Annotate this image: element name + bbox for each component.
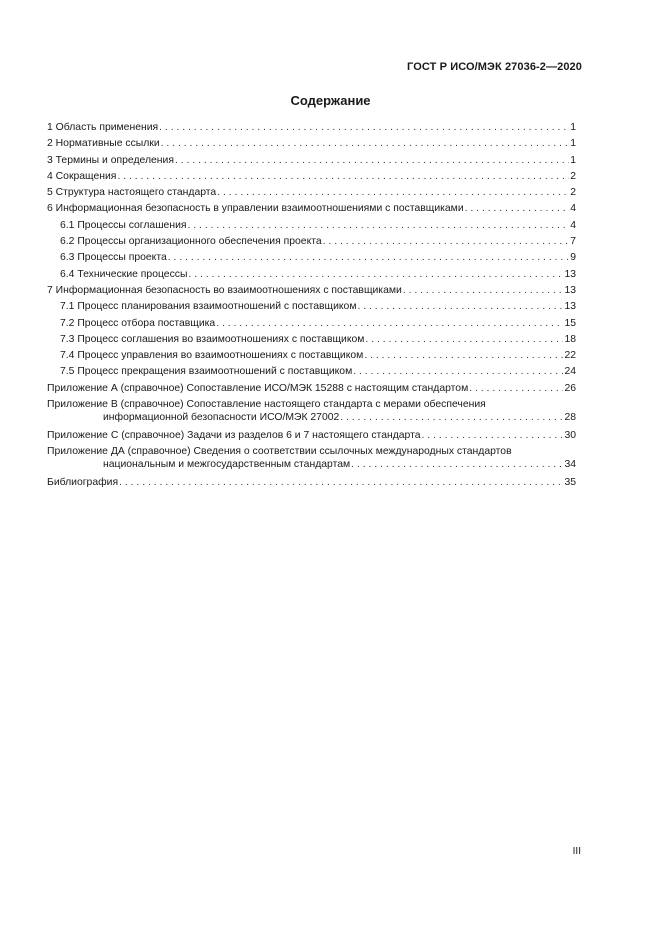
toc-leader-dots xyxy=(175,154,569,167)
toc-leader-dots xyxy=(119,476,563,489)
toc-entry-page: 2 xyxy=(570,170,576,182)
toc-entry-page: 22 xyxy=(564,350,576,362)
toc-entry[interactable] xyxy=(47,365,576,381)
toc-entry[interactable] xyxy=(47,235,576,251)
toc-entry-label: 7.4 Процесс управления во взаимоотношениях с поставщиком xyxy=(60,350,364,362)
toc-entry[interactable] xyxy=(47,445,576,476)
toc-entry-page: 1 xyxy=(570,138,576,150)
toc-entry-label: 3 Термины и определения xyxy=(47,154,174,166)
toc-entry-page: 13 xyxy=(564,268,576,280)
toc-entry-label: 7.5 Процесс прекращения взаимоотношений с поставщиком xyxy=(60,366,353,378)
toc-entry[interactable] xyxy=(47,268,576,284)
toc-entry-page: 1 xyxy=(570,122,576,133)
toc-entry-page: 4 xyxy=(570,219,576,231)
toc-leader-dots xyxy=(422,429,564,442)
toc-leader-dots xyxy=(403,284,564,297)
page-number: III xyxy=(572,846,581,857)
toc-leader-dots xyxy=(465,202,570,215)
toc-leader-dots xyxy=(323,235,570,248)
toc-entry-label: Приложение ДА (справочное) Сведения о соответствии ссылочных международных стандартов xyxy=(47,446,512,458)
toc-entry[interactable] xyxy=(47,284,576,300)
toc-entry[interactable] xyxy=(47,398,576,429)
toc-entry-label: 6.3 Процессы проекта xyxy=(60,252,167,264)
toc-entry-page: 9 xyxy=(570,252,576,264)
toc-entry-page: 30 xyxy=(564,430,576,442)
toc-leader-dots xyxy=(159,121,569,134)
document-id: ГОСТ Р ИСО/МЭК 27036-2—2020 xyxy=(407,61,582,73)
toc-entry[interactable] xyxy=(47,317,576,333)
toc-leader-dots xyxy=(188,268,563,281)
toc-entry-label: 1 Область применения xyxy=(47,122,159,133)
toc-leader-dots xyxy=(353,365,563,378)
toc-entry-page: 13 xyxy=(564,301,576,313)
toc-leader-dots xyxy=(217,186,569,199)
toc-entry-label-continued xyxy=(47,458,576,471)
toc-leader-dots xyxy=(168,251,569,264)
toc-entry-label: 7.1 Процесс планирования взаимоотношений с поставщиком xyxy=(60,301,357,313)
toc-entry-label: 6.1 Процессы соглашения xyxy=(60,219,187,231)
toc-entry-page: 26 xyxy=(564,382,576,394)
toc-entry-label: 7 Информационная безопасность во взаимоотношениях с поставщиками xyxy=(47,284,402,296)
toc-entry[interactable] xyxy=(47,251,576,267)
toc-entry-label: Приложение А (справочное) Сопоставление ИСО/МЭК 15288 с настоящим стандартом xyxy=(47,382,469,394)
toc-entry[interactable] xyxy=(47,186,576,202)
toc-entry[interactable] xyxy=(47,429,576,445)
toc-entry[interactable] xyxy=(47,137,576,153)
toc-entry-label: Приложение С (справочное) Задачи из разделов 6 и 7 настоящего стандарта xyxy=(47,430,421,442)
toc-entry[interactable] xyxy=(47,219,576,235)
toc-entry-page: 35 xyxy=(564,477,576,489)
toc-entry-page: 28 xyxy=(564,412,576,424)
toc-entry-label: 5 Структура настоящего стандарта xyxy=(47,187,217,199)
toc-entry-page: 7 xyxy=(570,236,576,248)
toc-entry-label: 2 Нормативные ссылки xyxy=(47,138,160,150)
toc-entry[interactable] xyxy=(47,121,576,137)
toc-entry[interactable] xyxy=(47,154,576,170)
toc-leader-dots xyxy=(117,170,569,183)
toc-leader-dots xyxy=(364,349,563,362)
toc-entry-page: 2 xyxy=(570,187,576,199)
toc-entry-label-continued xyxy=(47,411,576,424)
toc-entry[interactable] xyxy=(47,202,576,218)
toc-entry-label: 4 Сокращения xyxy=(47,170,117,182)
toc-entry-page: 15 xyxy=(564,317,576,329)
toc-entry-page: 18 xyxy=(564,333,576,345)
toc-entry[interactable] xyxy=(47,349,576,365)
toc-entry[interactable] xyxy=(47,476,576,492)
table-of-contents xyxy=(47,121,576,493)
toc-leader-dots xyxy=(351,458,563,471)
toc-leader-dots xyxy=(469,382,563,395)
toc-entry-label-line2: информационной безопасности ИСО/МЭК 27002 xyxy=(103,412,340,424)
toc-leader-dots xyxy=(365,333,563,346)
toc-entry-label: Приложение В (справочное) Сопоставление настоящего стандарта с мерами обеспечения xyxy=(47,399,486,411)
toc-entry-label: 7.2 Процесс отбора поставщика xyxy=(60,317,216,329)
toc-entry-label: 6.2 Процессы организационного обеспечения проекта xyxy=(60,236,322,248)
toc-entry-label: 7.3 Процесс соглашения во взаимоотношениях с поставщиком xyxy=(60,333,365,345)
toc-entry[interactable] xyxy=(47,170,576,186)
toc-leader-dots xyxy=(188,219,570,232)
toc-entry-page: 1 xyxy=(570,154,576,166)
toc-entry-page: 34 xyxy=(564,459,576,471)
toc-entry-label-line2: национальным и межгосударственным стандартам xyxy=(103,459,351,471)
page-title: Содержание xyxy=(290,93,371,108)
toc-entry[interactable] xyxy=(47,333,576,349)
toc-entry-label: Библиография xyxy=(47,477,119,489)
toc-entry-page: 24 xyxy=(564,366,576,378)
toc-leader-dots xyxy=(357,300,563,313)
toc-entry[interactable] xyxy=(47,382,576,398)
toc-leader-dots xyxy=(340,411,563,424)
toc-leader-dots xyxy=(216,317,563,330)
toc-entry-page: 13 xyxy=(564,284,576,296)
toc-entry-label: 6.4 Технические процессы xyxy=(60,268,188,280)
toc-entry-page: 4 xyxy=(570,203,576,215)
toc-entry[interactable] xyxy=(47,300,576,316)
toc-entry-label: 6 Информационная безопасность в управлении взаимоотношениями с поставщиками xyxy=(47,203,464,215)
toc-leader-dots xyxy=(161,137,570,150)
